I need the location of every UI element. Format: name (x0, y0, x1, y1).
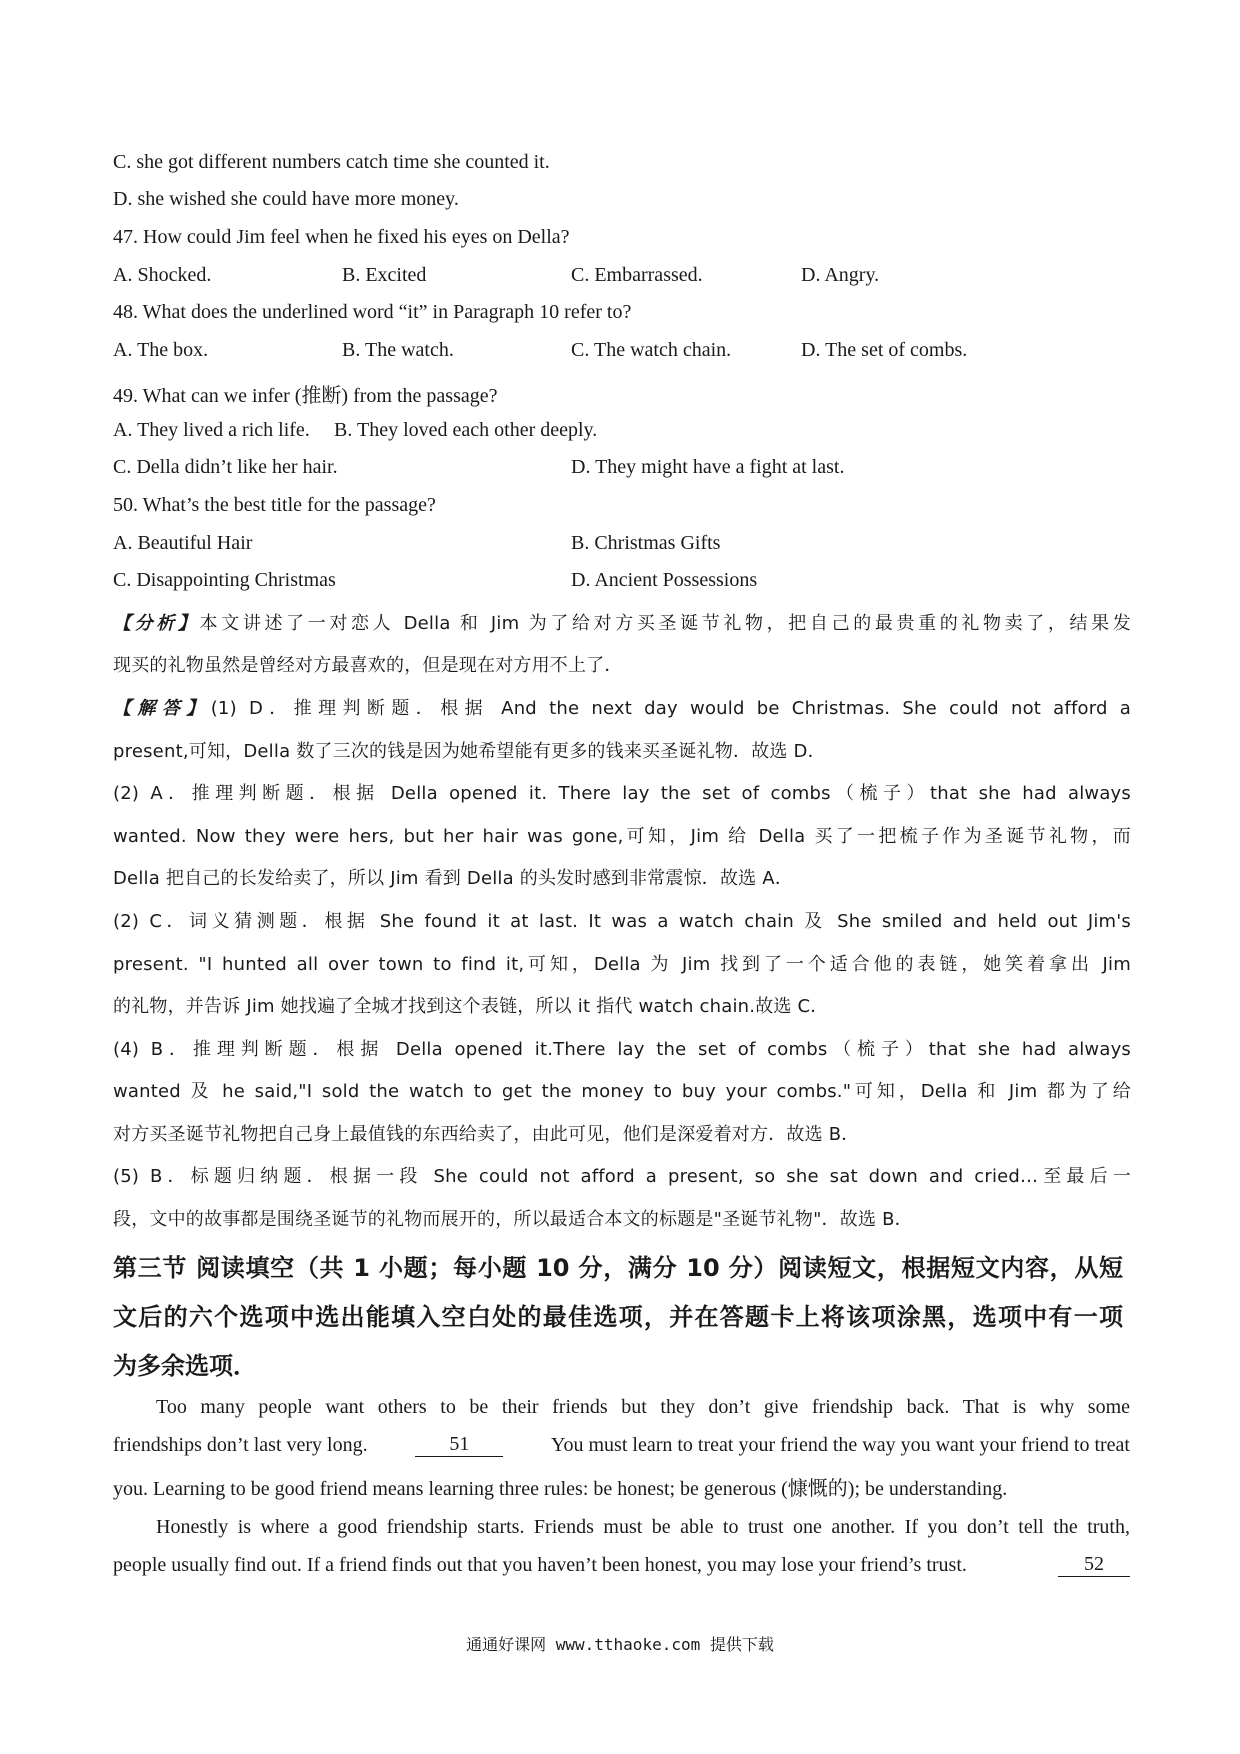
section3-heading-line-3: 为多余选项． (113, 1352, 257, 1380)
q47-stem: 47. How could Jim feel when he fixed his eyes on Della? (113, 226, 570, 248)
q48-option-b: B. The watch. (342, 339, 454, 361)
passage-line-1: Too many people want others to be their friends but they don’t give friendship back. That is why some (156, 1396, 1130, 1418)
answer-text-1: (1) D．推理判断题．根据 And the next day would be Christmas. She could not afford a (210, 698, 1131, 719)
q49-option-b: B. They loved each other deeply. (334, 419, 598, 441)
q50-option-c: C. Disappointing Christmas (113, 569, 336, 591)
analysis-text-1: 本文讲述了一对恋人 Della 和 Jim 为了给对方买圣诞节礼物，把自己的最贵重的礼物卖了，结果发 (199, 613, 1131, 634)
passage-line-5-text: people usually find out. If a friend finds out that you haven’t been honest, you may lose your friend’s trust. (113, 1554, 967, 1576)
analysis-tag: 【分析】 (113, 613, 200, 634)
answer-line-13: 段，文中的故事都是围绕圣诞节的礼物而展开的，所以最适合本文的标题是"圣诞节礼物"．故选 B． (113, 1209, 913, 1230)
q49-option-a: A. They lived a rich life. (113, 419, 310, 441)
answer-line-10: wanted 及 he said,"I sold the watch to get the money to buy your combs."可知，Della 和 Jim 都为了给 (113, 1081, 1131, 1102)
q48-option-d: D. The set of combs. (801, 339, 968, 361)
passage-line-2 (113, 1434, 1130, 1457)
q47-option-a: A. Shocked. (113, 264, 212, 286)
q49-option-c: C. Della didn’t like her hair. (113, 456, 338, 478)
passage-line-2-start: friendships don’t last very long. (113, 1434, 368, 1456)
passage-line-3: you. Learning to be good friend means learning three rules: be honest; be generous (慷慨的); be understanding. (113, 1478, 1008, 1500)
answer-line-7: present. "I hunted all over town to find it,可知，Della 为 Jim 找到了一个适合他的表链，她笑着拿出 Jim (113, 954, 1131, 975)
analysis-line-2: 现买的礼物虽然是曾经对方最喜欢的，但是现在对方用不上了． (113, 655, 623, 676)
blank-52: 52 (1058, 1554, 1130, 1577)
analysis-line-1 (113, 609, 1131, 635)
answer-line-4: wanted. Now they were hers, but her hair was gone,可知，Jim 给 Della 买了一把梳子作为圣诞节礼物，而 (113, 826, 1131, 847)
q48-stem: 48. What does the underlined word “it” in Paragraph 10 refer to? (113, 301, 632, 323)
answer-line-9: (4) B．推理判断题．根据 Della opened it.There lay the set of combs（梳子）that she had always (113, 1039, 1131, 1060)
q47-option-d: D. Angry. (801, 264, 880, 286)
passage-line-2-end: You must learn to treat your friend the way you want your friend to treat (551, 1434, 1130, 1456)
q50-stem: 50. What’s the best title for the passage? (113, 494, 436, 516)
section3-heading-line-1: 第三节 阅读填空（共 1 小题；每小题 10 分，满分 10 分）阅读短文，根据短文内容，从短 (113, 1254, 1123, 1282)
page-footer: 通通好课网 www.tthaoke.com 提供下载 (466, 1635, 774, 1654)
answer-line-8: 的礼物，并告诉 Jim 她找遍了全城才找到这个表链，所以 it 指代 watch chain.故选 C． (113, 996, 829, 1017)
q48-option-c: C. The watch chain. (571, 339, 732, 361)
answer-line-11: 对方买圣诞节礼物把自己身上最值钱的东西给卖了，由此可见，他们是深爱着对方．故选 B． (113, 1124, 860, 1145)
answer-line-5: Della 把自己的长发给卖了，所以 Jim 看到 Della 的头发时感到非常震惊．故选 A． (113, 868, 794, 889)
passage-line-4: Honestly is where a good friendship starts. Friends must be able to trust one another. If you don’t tell the truth, (156, 1516, 1130, 1538)
q50-option-d: D. Ancient Possessions (571, 569, 758, 591)
q46-option-c: C. she got different numbers catch time she counted it. (113, 151, 550, 173)
answer-line-6: (2) C．词义猜测题．根据 She found it at last. It was a watch chain 及 She smiled and held out Jim's (113, 911, 1131, 932)
answer-line-1 (113, 694, 1131, 720)
answer-line-12: (5) B．标题归纳题．根据一段 She could not afford a present, so she sat down and cried…至最后一 (113, 1166, 1131, 1187)
answer-line-2: present,可知，Della 数了三次的钱是因为她希望能有更多的钱来买圣诞礼物．故选 D． (113, 741, 826, 762)
q46-option-d: D. she wished she could have more money. (113, 188, 459, 210)
section3-heading-line-2: 文后的六个选项中选出能填入空白处的最佳选项，并在答题卡上将该项涂黑，选项中有一项 (113, 1303, 1123, 1331)
q50-option-b: B. Christmas Gifts (571, 532, 721, 554)
q49-option-d: D. They might have a fight at last. (571, 456, 845, 478)
q49-stem: 49. What can we infer (推断) from the passage? (113, 385, 498, 407)
q50-option-a: A. Beautiful Hair (113, 532, 253, 554)
blank-51: 51 (415, 1434, 503, 1457)
passage-line-5 (113, 1554, 1130, 1577)
answer-tag: 【解答】 (113, 698, 211, 719)
q47-option-b: B. Excited (342, 264, 427, 286)
answer-line-3: (2) A．推理判断题．根据 Della opened it. There lay the set of combs（梳子）that she had always (113, 783, 1131, 804)
q48-option-a: A. The box. (113, 339, 209, 361)
q47-option-c: C. Embarrassed. (571, 264, 703, 286)
